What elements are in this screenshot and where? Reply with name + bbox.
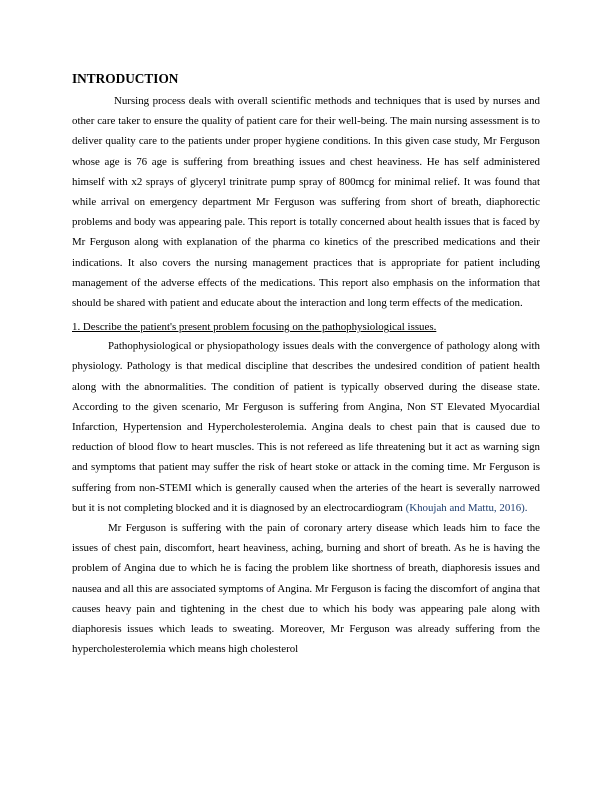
pathophysiology-text: Pathophysiological or physiopathology issues deals with the convergence of pathology along with physiology. Pathology is that medical discipline that describes the undesired condition of patient health along with the abnormalities. The condition of patient is typically observed during the disease state. According to the given scenario, Mr Ferguson is suffering from Angina, Non ST Elevated Myocardial Infarction, Hypertension and Hypercholesterolemia. Angina deals to chest pain that is caused due to reduction of blood flow to heart muscles. This is not refereed as life threatening but it act as warning sign and symptoms that patient may suffer the risk of heart stoke or attack in the coming time. Mr Ferguson is suffering from non-STEMI which is generally caused when the arteries of the heart is severally narrowed but it is not completing blocked and it is diagnosed by an electrocardiogram [72, 340, 540, 514]
document-page [72, 70, 540, 659]
section-heading: INTRODUCTION [72, 71, 179, 86]
pathophysiology-paragraph [72, 336, 540, 518]
citation: (Khoujah and Mattu, 2016). [405, 501, 528, 514]
intro-paragraph: Nursing process deals with overall scientific methods and techniques that is used by nurses and other care taker to ensure the quality of patient care for their well-being. The main nursing assessment is to deliver quality care to the patients under proper hygiene conditions. In this given case study, Mr Ferguson whose age is 76 age is suffering from breathing issues and chest heaviness. He has self administered himself with x2 sprays of glyceryl trinitrate pump spray of 800mcg for minimal relief. It was found that while arrival on emergency department Mr Ferguson was suffering from short of breath, diaphorectic problems and body was appearing pale. This report is totally concerned about health issues that is faced by Mr Ferguson along with explanation of the pharma co kinetics of the prescribed medications and their indications. It also covers the nursing management practices that is appropriate for patient including management of the adverse effects of the medications. This report also emphasis on the information that should be shared with patient and educate about the interaction and long term effects of the medication. [72, 95, 540, 310]
question-heading: 1. Describe the patient's present problem focusing on the pathophysiological issues. [72, 321, 437, 334]
angina-paragraph: Mr Ferguson is suffering with the pain of coronary artery disease which leads him to face the issues of chest pain, discomfort, heart heaviness, aching, burning and short of breath. As he is having the problem of Angina due to which he is facing the problem like shortness of breath, diaphoresis issues and nausea and all this are associated symptoms of Angina. Mr Ferguson is facing the discomfort of angina that causes heavy pain and tightening in the chest due to which his body was appearing pale along with diaphoresis issues which leads to sweating. Moreover, Mr Ferguson was already suffering from the hypercholesterolemia which means high cholesterol [72, 522, 540, 656]
